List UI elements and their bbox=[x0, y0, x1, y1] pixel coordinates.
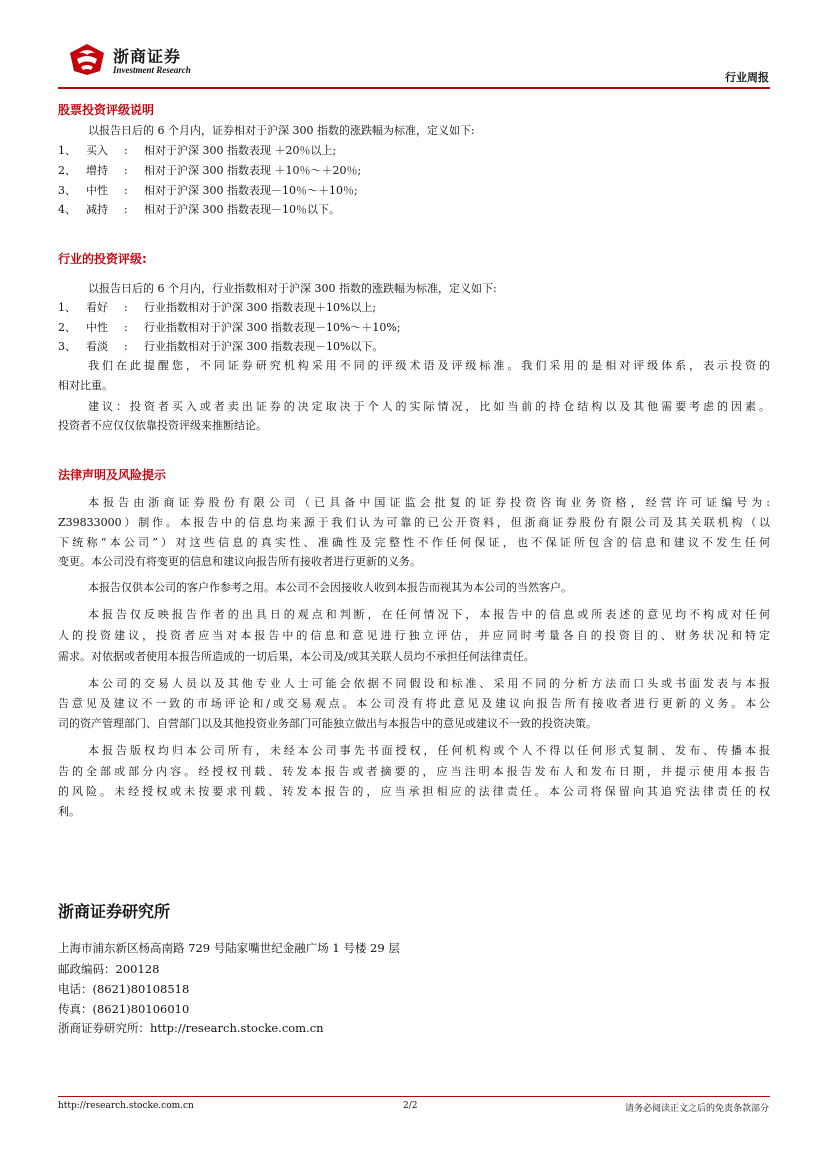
company-logo-icon bbox=[68, 42, 106, 76]
footer-url[interactable]: http://research.stocke.com.cn bbox=[58, 1101, 194, 1111]
legal-paragraph-line: 本公司的交易人员以及其他专业人士可能会依据不同假设和标准、采用不同的分析方法而口头或书面发表与本报 bbox=[88, 677, 770, 690]
industry-rating-item: 3、 看淡 : 行业指数相对于沪深 300 指数表现－10%以下。 bbox=[58, 340, 384, 353]
stock-rating-intro: 以报告日后的 6 个月内，证券相对于沪深 300 指数的涨跌幅为标准，定义如下: bbox=[88, 124, 475, 137]
page-number: 2/2 bbox=[403, 1101, 418, 1111]
legal-paragraph-line: 下统称“本公司”）对这些信息的真实性、准确性及完整性不作任何保证，也不保证所包含的信息和建议不发生任何 bbox=[58, 536, 770, 549]
institute-address: 上海市浦东新区杨高南路 729 号陆家嘴世纪金融广场 1 号楼 29 层 bbox=[58, 941, 400, 955]
institute-postcode: 邮政编码：200128 bbox=[58, 962, 160, 976]
header-divider bbox=[58, 87, 770, 89]
legal-paragraph-line: 需求。对依据或者使用本报告所造成的一切后果，本公司及/或其关联人员均不承担任何法律责任。 bbox=[58, 650, 535, 663]
rating-note-line: 建议：投资者买入或者卖出证券的决定取决于个人的实际情况，比如当前的持仓结构以及其他需要考虑的因素。 bbox=[88, 400, 770, 413]
brand-name: 浙商证券 bbox=[113, 47, 182, 66]
legal-paragraph-line: 利。 bbox=[58, 805, 80, 818]
brand-tagline: Investment Research bbox=[113, 65, 191, 75]
industry-rating-item: 2、 中性 : 行业指数相对于沪深 300 指数表现－10%～＋10%; bbox=[58, 321, 401, 334]
industry-rating-title: 行业的投资评级: bbox=[58, 252, 147, 266]
stock-rating-item: 4、 减持 : 相对于沪深 300 指数表现－10％以下。 bbox=[58, 203, 340, 216]
legal-paragraph-line: 司的资产管理部门、自营部门以及其他投资业务部门可能独立做出与本报告中的意见或建议不一致的投资决策。 bbox=[58, 717, 597, 730]
legal-paragraph-line: 本报告仅反映报告作者的出具日的观点和判断，在任何情况下，本报告中的信息或所表述的意见均不构成对任何 bbox=[88, 608, 770, 621]
institute-phone: 电话：(8621)80108518 bbox=[58, 982, 190, 996]
stock-rating-item: 2、 增持 : 相对于沪深 300 指数表现 ＋10％～＋20％; bbox=[58, 164, 362, 177]
legal-title: 法律声明及风险提示 bbox=[58, 468, 167, 482]
legal-paragraph-line: 告意见及建议不一致的市场评论和/或交易观点。本公司没有将此意见及建议向报告所有接收者进行更新的义务。本公 bbox=[58, 697, 770, 710]
rating-note-line: 我们在此提醒您，不同证券研究机构采用不同的评级术语及评级标准。我们采用的是相对评级体系，表示投资的 bbox=[88, 359, 770, 372]
institute-fax: 传真：(8621)80106010 bbox=[58, 1002, 190, 1016]
stock-rating-item: 3、 中性 : 相对于沪深 300 指数表现－10％～＋10％; bbox=[58, 184, 358, 197]
footer-divider bbox=[58, 1096, 770, 1097]
legal-paragraph-line: Z39833000）制作。本报告中的信息均来源于我们认为可靠的已公开资料，但浙商证券股份有限公司及其关联机构（以 bbox=[58, 516, 770, 529]
legal-paragraph-line: 本报告由浙商证券股份有限公司（已具备中国证监会批复的证券投资咨询业务资格，经营许可证编号为: bbox=[88, 496, 770, 509]
report-type: 行业周报 bbox=[725, 71, 769, 84]
footer-disclaimer: 请务必阅读正文之后的免责条款部分 bbox=[624, 1104, 769, 1114]
rating-note-line: 相对比重。 bbox=[58, 379, 113, 392]
legal-paragraph-line: 告的全部或部分内容。经授权刊载、转发本报告或者摘要的，应当注明本报告发布人和发布日期，并提示使用本报告 bbox=[58, 765, 770, 778]
industry-rating-item: 1、 看好 : 行业指数相对于沪深 300 指数表现＋10%以上; bbox=[58, 301, 377, 314]
stock-rating-item: 1、 买入 : 相对于沪深 300 指数表现 ＋20％以上; bbox=[58, 144, 337, 157]
legal-paragraph-line: 本报告版权均归本公司所有，未经本公司事先书面授权，任何机构或个人不得以任何形式复制、发布、传播本报 bbox=[88, 744, 770, 757]
legal-paragraph-line: 人的投资建议，投资者应当对本报告中的信息和意见进行独立评估，并应同时考量各自的投资目的、财务状况和特定 bbox=[58, 629, 770, 642]
stock-rating-title: 股票投资评级说明 bbox=[58, 103, 155, 117]
legal-paragraph-line: 变更。本公司没有将变更的信息和建议向报告所有接收者进行更新的义务。 bbox=[58, 555, 421, 568]
legal-paragraph-line: 本报告仅供本公司的客户作参考之用。本公司不会因接收人收到本报告而视其为本公司的当然客户。 bbox=[88, 581, 572, 594]
industry-rating-intro: 以报告日后的 6 个月内，行业指数相对于沪深 300 指数的涨跌幅为标准，定义如下: bbox=[88, 282, 497, 295]
institute-website[interactable]: 浙商证券研究所：http://research.stocke.com.cn bbox=[58, 1021, 324, 1035]
rating-note-line: 投资者不应仅仅依靠投资评级来推断结论。 bbox=[58, 419, 267, 432]
legal-paragraph-line: 的风险。未经授权或未按要求刊载、转发本报告的，应当承担相应的法律责任。本公司将保留向其追究法律责任的权 bbox=[58, 785, 770, 798]
institute-title: 浙商证券研究所 bbox=[58, 902, 171, 921]
